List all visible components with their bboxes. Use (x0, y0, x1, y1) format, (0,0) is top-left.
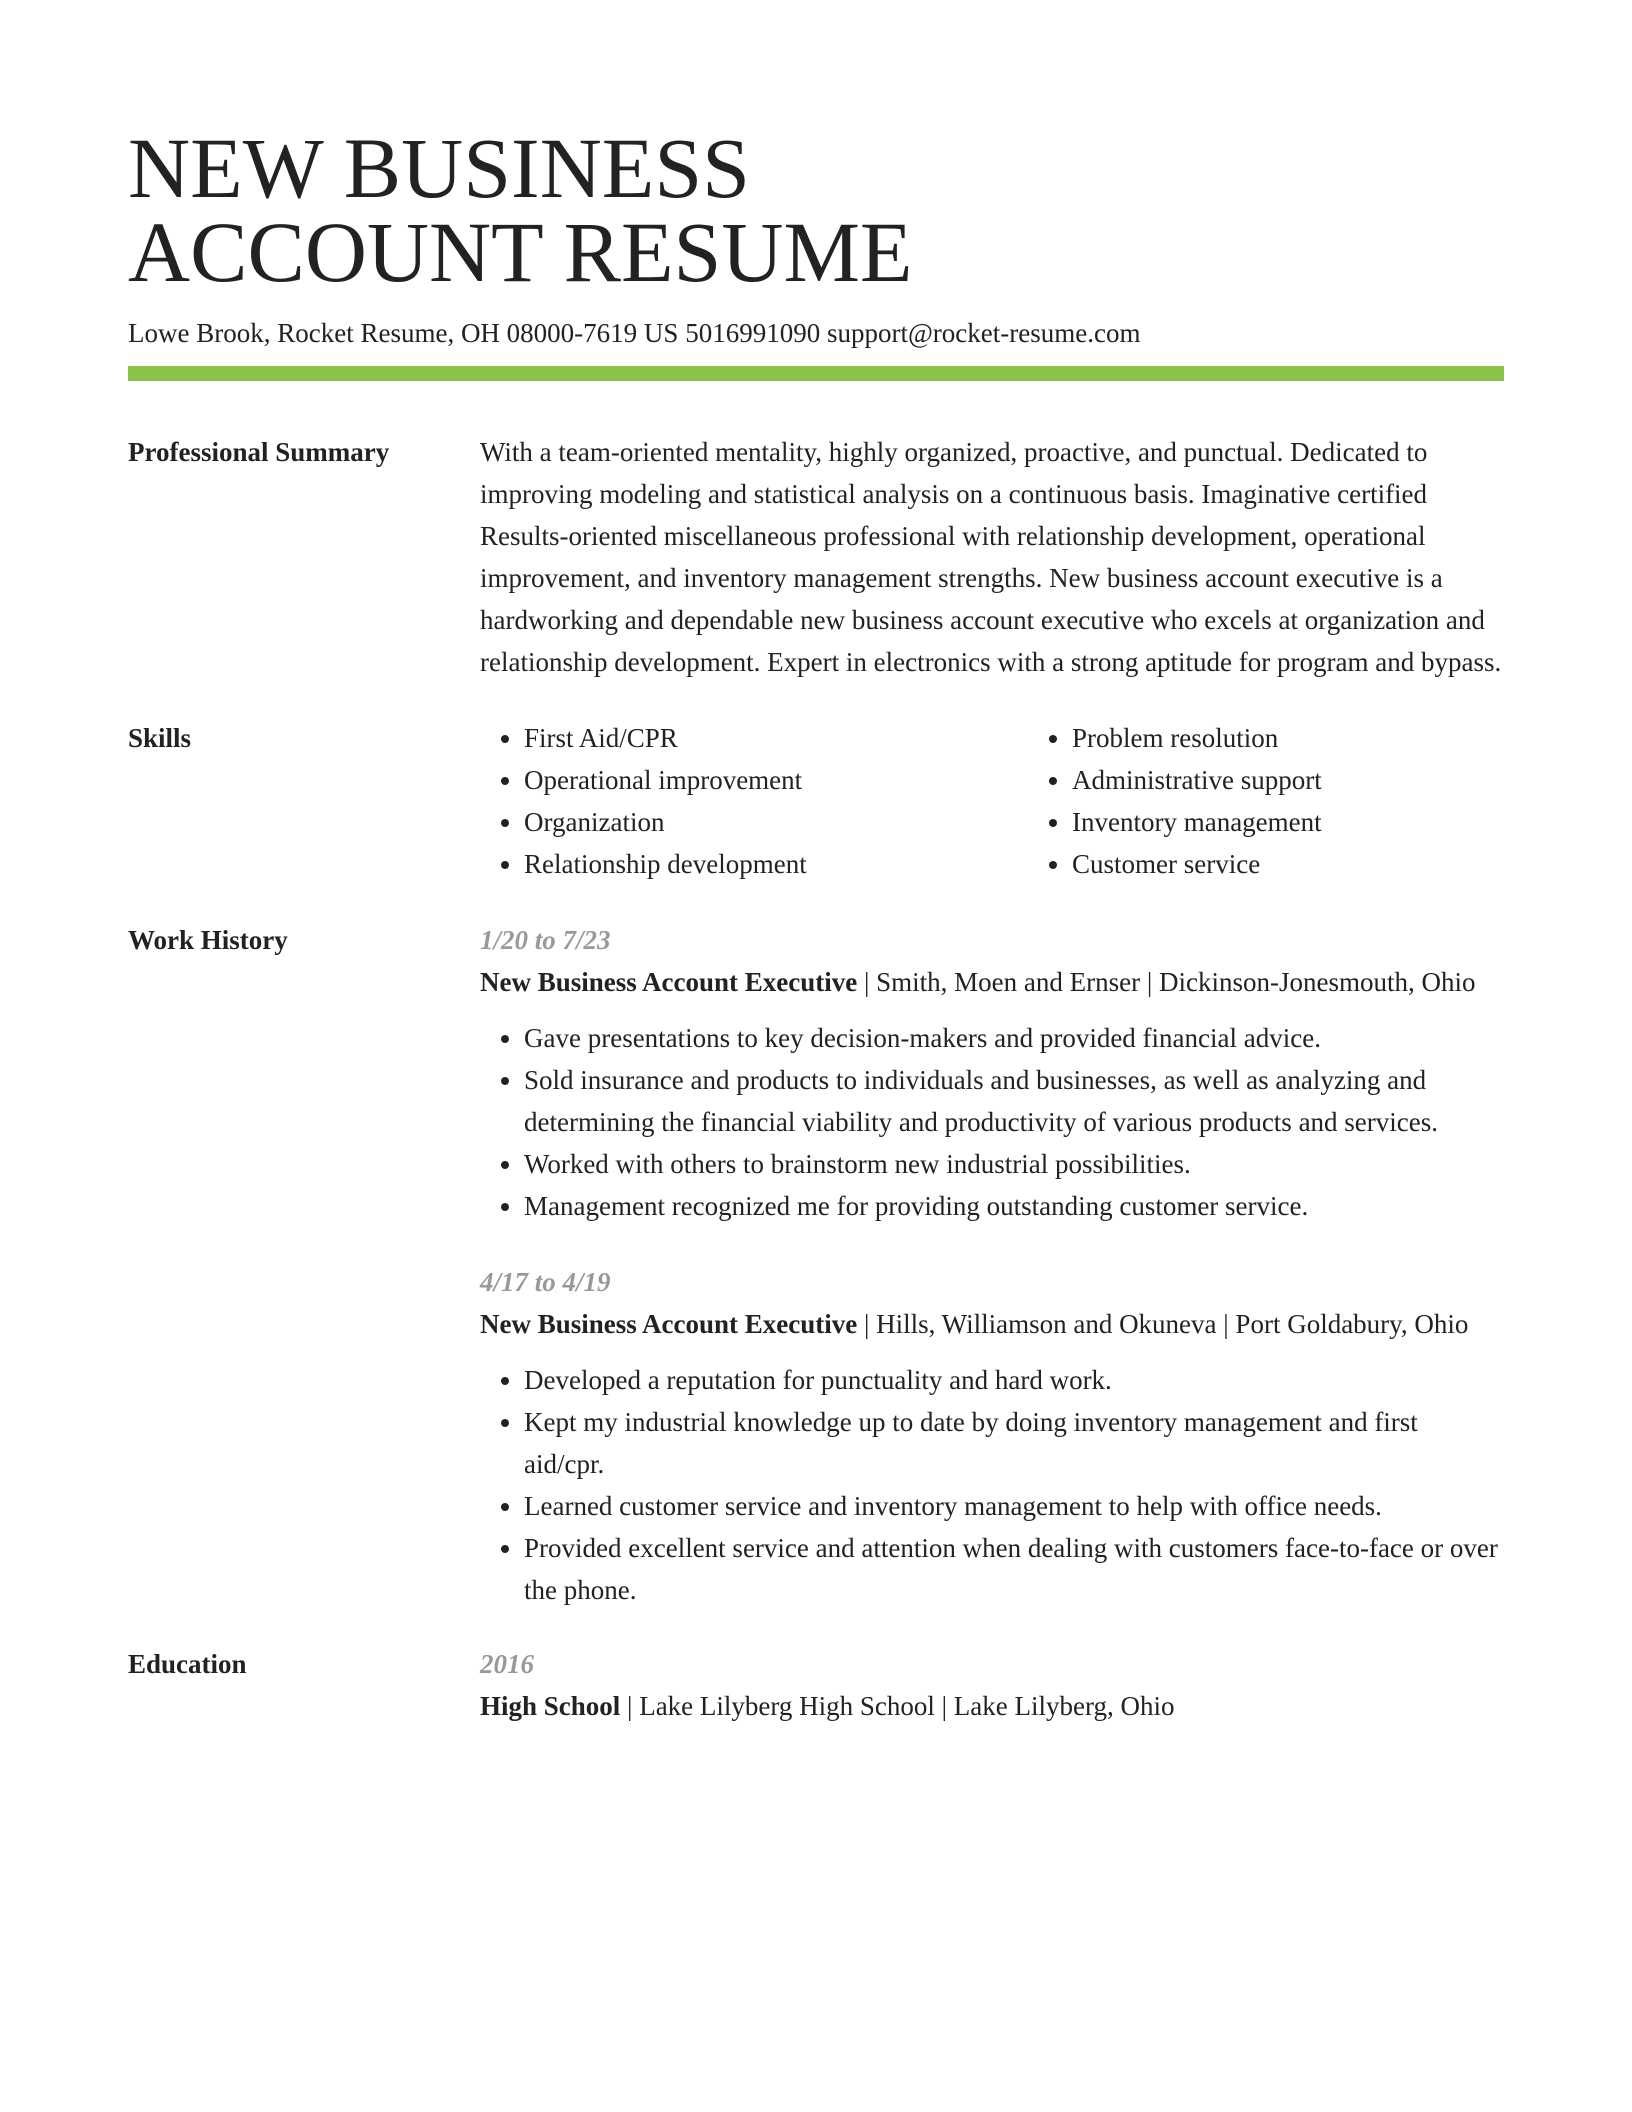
job-heading (480, 1303, 1504, 1345)
education-body (480, 1643, 1504, 1727)
summary-text: With a team-oriented mentality, highly organized, proactive, and punctual. Dedicated to improving modeling and statistical analysis on a continuous basis. Imaginative certified Results-oriented miscellaneous professional with relationship development, operational improvement, and inventory management strengths. New business account executive is a hardworking and dependable new business account executive who excels at organization and relationship development. Expert in electronics with a strong aptitude for program and bypass. (480, 437, 1502, 677)
skill-item: • Relationship development (524, 843, 1028, 885)
skill-item: • Administrative support (1072, 759, 1576, 801)
skill-item: • Organization (524, 801, 1028, 843)
job-dates: 1/20 to 7/23 (480, 925, 611, 955)
title-line-1: NEW BUSINESS (128, 120, 750, 216)
job-heading (480, 961, 1504, 1003)
work-history-section (128, 919, 1504, 1611)
work-history-body (480, 919, 1504, 1611)
skill-item: • Customer service (1072, 843, 1576, 885)
job-duties (480, 1359, 1504, 1611)
job-duty: • Sold insurance and products to individuals and businesses, as well as analyzing and determining the financial viability and productivity of various products and services. (524, 1059, 1504, 1143)
resume-title (128, 0, 1504, 300)
education-label: Education (128, 1649, 247, 1679)
job-duty: • Management recognized me for providing outstanding customer service. (524, 1185, 1504, 1227)
skill-item: • Operational improvement (524, 759, 1028, 801)
skills-column-1 (480, 717, 1028, 885)
job-duty: • Developed a reputation for punctuality and hard work. (524, 1359, 1504, 1401)
job-duty: • Gave presentations to key decision-makers and provided financial advice. (524, 1017, 1504, 1059)
contact-info: Lowe Brook, Rocket Resume, OH 08000-7619 US 5016991090 support@rocket-resume.com (128, 318, 1141, 348)
education-degree: High School (480, 1691, 621, 1721)
job-employer: | Hills, Williamson and Okuneva | Port Goldabury, Ohio (857, 1309, 1469, 1339)
job-dates: 4/17 to 4/19 (480, 1267, 611, 1297)
education-date: 2016 (480, 1649, 534, 1679)
job-title: New Business Account Executive (480, 967, 858, 997)
accent-divider (128, 366, 1504, 381)
summary-section (128, 431, 1504, 683)
job-duty: • Worked with others to brainstorm new industrial possibilities. (524, 1143, 1504, 1185)
job-entry (480, 1261, 1504, 1611)
skills-column-2 (1028, 717, 1576, 885)
education-school: | Lake Lilyberg High School | Lake Lilyberg, Ohio (620, 1691, 1175, 1721)
job-duty: • Kept my industrial knowledge up to date by doing inventory management and first aid/cpr. (524, 1401, 1504, 1485)
job-employer: | Smith, Moen and Ernser | Dickinson-Jonesmouth, Ohio (857, 967, 1476, 997)
resume-page (128, 0, 1504, 1727)
education-heading (480, 1685, 1504, 1727)
work-history-label: Work History (128, 925, 288, 955)
skills-label: Skills (128, 723, 192, 753)
skills-section (128, 717, 1504, 885)
job-entry (480, 919, 1504, 1227)
education-section (128, 1643, 1504, 1727)
job-duty: • Provided excellent service and attention when dealing with customers face-to-face or over the phone. (524, 1527, 1504, 1611)
skills-list (480, 717, 1576, 885)
skill-item: • First Aid/CPR (524, 717, 1028, 759)
title-line-2: ACCOUNT RESUME (128, 204, 913, 300)
skill-item: • Inventory management (1072, 801, 1576, 843)
job-title: New Business Account Executive (480, 1309, 858, 1339)
job-duty: • Learned customer service and inventory management to help with office needs. (524, 1485, 1504, 1527)
job-duties (480, 1017, 1504, 1227)
skill-item: • Problem resolution (1072, 717, 1576, 759)
summary-label: Professional Summary (128, 437, 390, 467)
